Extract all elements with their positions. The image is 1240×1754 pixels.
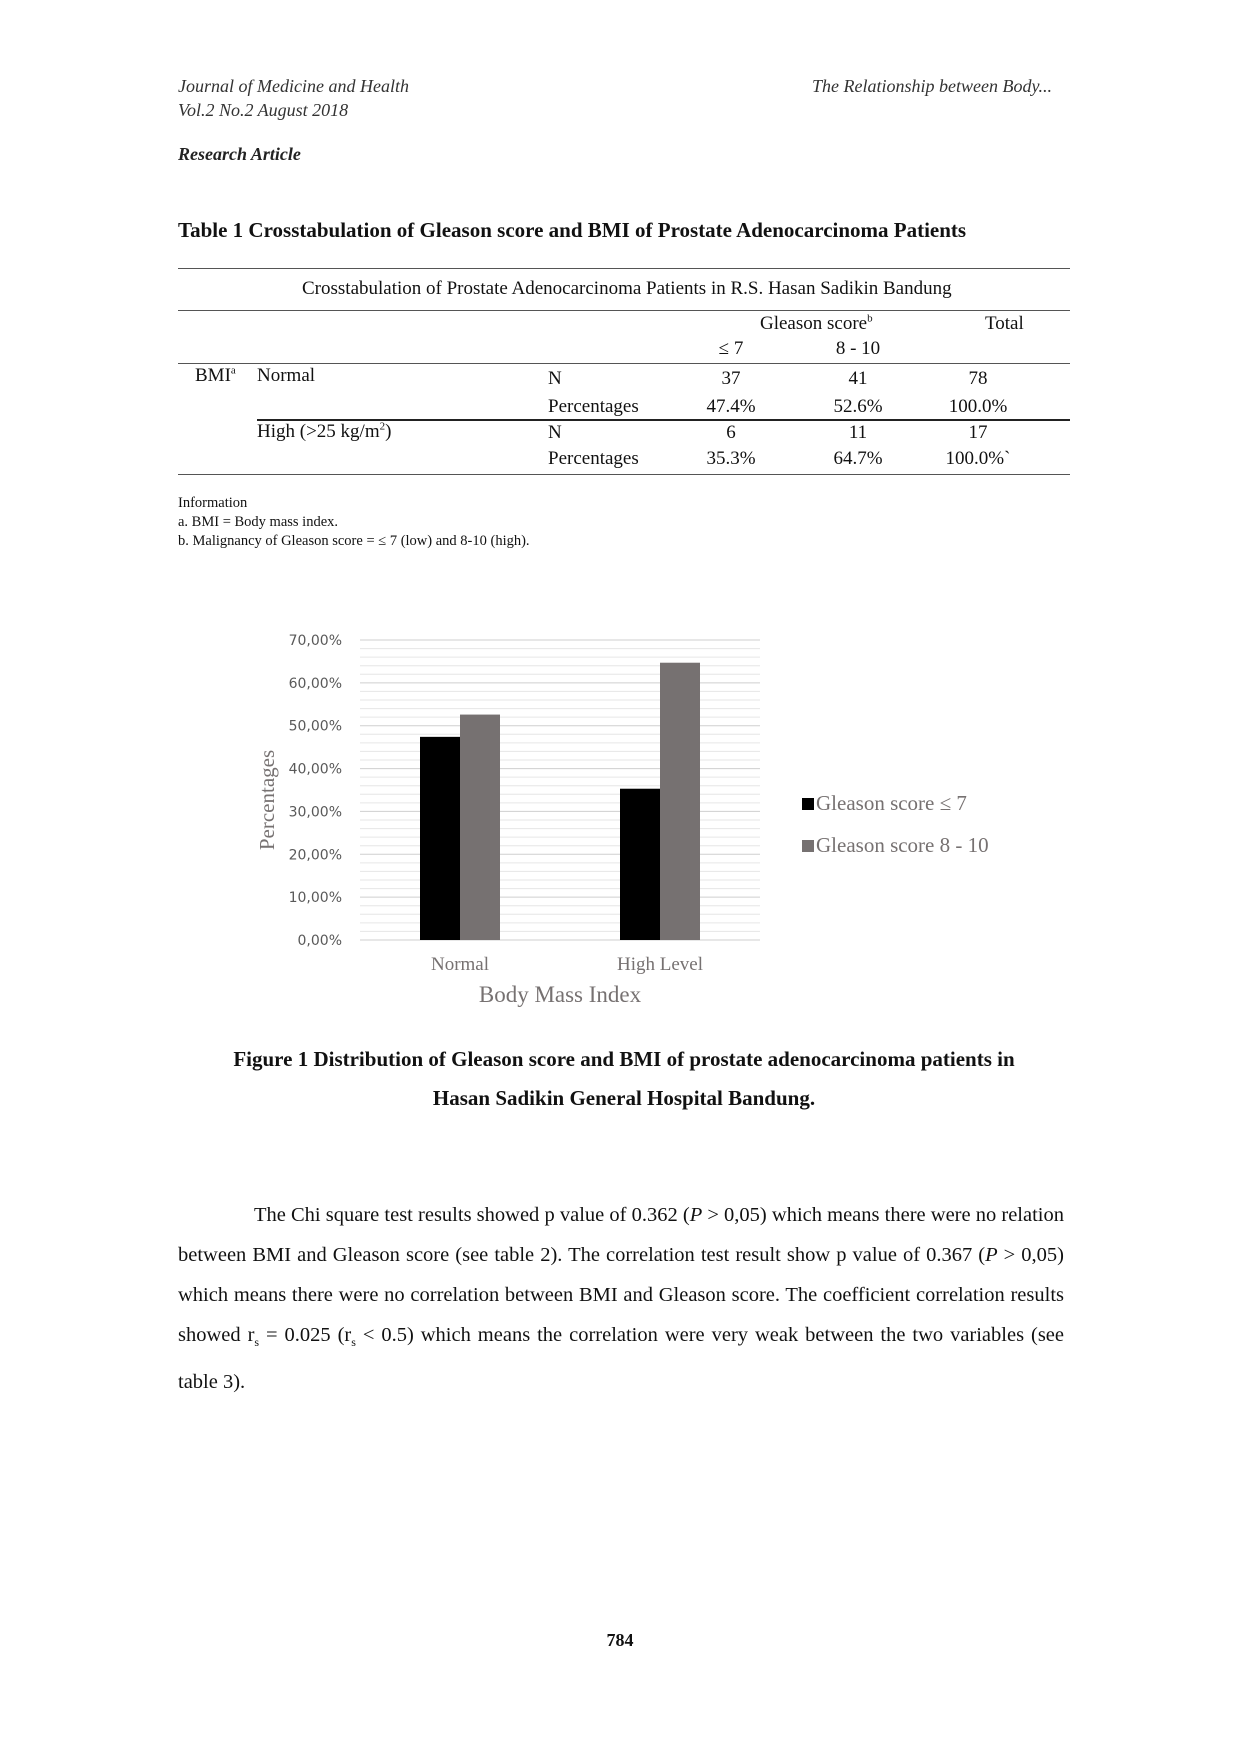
y-tick-label: 30,00%	[288, 804, 342, 821]
figure-caption	[178, 1040, 1070, 1118]
row-normal-n-low: 37	[721, 368, 741, 389]
journal-volume: Vol.2 No.2 August 2018	[178, 100, 349, 120]
table-rule	[178, 310, 1070, 311]
row-normal-pct-low: 47.4%	[706, 396, 756, 417]
journal-header	[178, 74, 409, 122]
table-caption: Crosstabulation of Prostate Adenocarcinoma Patients in R.S. Hasan Sadikin Bandung	[302, 278, 952, 299]
article-type: Research Article	[178, 144, 301, 164]
y-tick-label: 40,00%	[288, 761, 342, 778]
y-tick-label: 70,00%	[288, 633, 342, 649]
body-paragraph	[178, 1195, 1064, 1402]
x-axis-label: Body Mass Index	[478, 982, 642, 1007]
table-title: Table 1 Crosstabulation of Gleason score and BMI of Prostate Adenocarcinoma Patients	[178, 218, 967, 242]
row-normal-pct-total: 100.0%	[948, 396, 1008, 417]
page-number: 784	[606, 1630, 634, 1650]
row-normal-n-high: 41	[848, 368, 868, 389]
legend-swatch-1	[802, 798, 814, 810]
bmi-label: BMI$^a$	[195, 364, 236, 386]
x-category-label: Normal	[430, 954, 490, 975]
crosstab-table	[178, 268, 1070, 478]
journal-name: Journal of Medicine and Health	[178, 76, 409, 96]
y-tick-label: 50,00%	[288, 718, 342, 735]
running-title: The Relationship between Body...	[812, 76, 1052, 96]
row-high-pct-total: 100.0%`	[945, 448, 1011, 469]
table-rule	[178, 363, 1070, 364]
y-tick-label: 0,00%	[297, 933, 342, 949]
legend-swatch-2	[802, 840, 814, 852]
row-normal-label: Normal	[257, 365, 316, 386]
row-high-pct-high: 64.7%	[833, 448, 883, 469]
table-rule-top	[178, 268, 1070, 269]
bar-chart	[248, 618, 1028, 1018]
row-normal-pct-high: 52.6%	[833, 396, 883, 417]
y-tick-label: 20,00%	[288, 847, 342, 864]
bar-normal-series-1	[420, 737, 460, 940]
y-axis-label: Percentages	[255, 749, 279, 851]
row-normal-pct-label: Percentages	[548, 396, 639, 417]
total-header: Total	[985, 313, 1024, 334]
legend-label-1: Gleason score ≤ 7	[816, 791, 967, 815]
note-b: b. Malignancy of Gleason score = ≤ 7 (low) and 8-10 (high).	[178, 533, 530, 549]
row-high-pct-low: 35.3%	[706, 448, 756, 469]
notes-heading: Information	[178, 495, 248, 511]
figure-caption-line1: Figure 1 Distribution of Gleason score and BMI of prostate adenocarcinoma patients in	[233, 1047, 1015, 1071]
table-rule-bottom	[178, 474, 1070, 475]
figure-caption-line2: Hasan Sadikin General Hospital Bandung.	[432, 1086, 816, 1110]
row-high-n-low: 6	[726, 422, 736, 443]
col-high-header: 8 - 10	[835, 338, 881, 359]
bar-high-level-series-2	[660, 663, 700, 940]
row-normal-n-total: 78	[968, 368, 988, 389]
y-tick-label: 60,00%	[288, 675, 342, 692]
bar-normal-series-2	[460, 715, 500, 940]
row-normal-n-label: N	[548, 368, 562, 389]
y-tick-label: 10,00%	[288, 890, 342, 907]
row-high-n-high: 11	[848, 422, 868, 443]
x-category-label: High Level	[616, 954, 704, 975]
row-high-n-label: N	[548, 422, 562, 443]
chart-svg	[248, 618, 1028, 1018]
bar-high-level-series-1	[620, 789, 660, 940]
table-notes	[178, 494, 530, 551]
legend-label-2: Gleason score 8 - 10	[816, 833, 989, 857]
row-high-n-total: 17	[968, 422, 988, 443]
col-low-header: ≤ 7	[718, 338, 744, 359]
gleason-header: Gleason score$^b$	[760, 312, 873, 334]
row-high-label: High (>25 $kg/m^2$)	[257, 420, 392, 442]
note-a: a. BMI = Body mass index.	[178, 514, 339, 530]
row-high-pct-label: Percentages	[548, 448, 639, 469]
results-paragraph: The Chi square test results showed p value of 0.362 (P > 0,05) which means there were no relation between BMI and Gleason score (see table 2). The correlation test result show p value of 0.367 (P > 0,05) which means there were no correlation between BMI and Gleason score. The coefficient correlation results showed $r_s = 0.025$ $(r_s < 0.5)$ which means the correlation were very weak between the two variables (see table 3).	[178, 1204, 1065, 1394]
